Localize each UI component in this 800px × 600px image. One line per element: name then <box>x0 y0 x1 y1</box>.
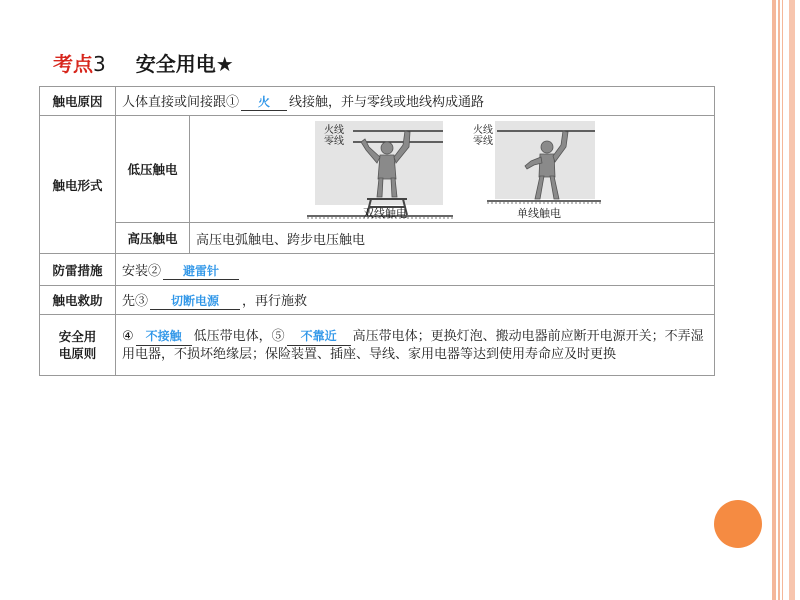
title-kaodian: 考点 <box>53 52 93 76</box>
answer-blank-1: 火 <box>241 93 287 111</box>
row-safety-principles <box>40 315 715 376</box>
row-cause <box>40 87 715 116</box>
safe-rest: 高压带电体；更换灯泡、搬动电器前应断开电源开关；不弄湿用电器，不损坏绝缘层；保险装置、插座、导线、家用电器等达到使用寿命应及时更换 <box>122 328 704 362</box>
right-border-stripe <box>778 0 780 600</box>
neutral-wire-label-right: 零线 <box>473 136 493 147</box>
row-high-voltage <box>40 223 715 254</box>
cause-after: 线接触，并与零线或地线构成通路 <box>289 95 485 110</box>
cause-before: 人体直接或间接跟① <box>122 95 240 110</box>
rescue-before: 先③ <box>122 294 149 309</box>
shock-figure-panel <box>197 117 707 221</box>
label-line-1: 安全用 <box>58 329 97 344</box>
right-border-stripe <box>772 0 776 600</box>
right-border-stripe <box>789 0 795 600</box>
row-lightning <box>40 254 715 286</box>
answer-blank-3: 切断电源 <box>150 292 240 310</box>
sub-label-low: 低压触电 <box>116 116 190 223</box>
row-label: 防雷措施 <box>40 254 116 286</box>
lightning-before: 安装② <box>122 263 162 279</box>
row-label: 触电形式 <box>40 116 116 254</box>
row-low-voltage <box>40 116 715 223</box>
safe-mid: 低压带电体，⑤ <box>193 328 285 344</box>
row-label: 触电原因 <box>40 87 116 116</box>
row-rescue <box>40 286 715 315</box>
live-wire-label-right: 火线 <box>473 125 493 136</box>
title-topic: 安全用电★ <box>135 52 234 76</box>
safe-n4: ④ <box>122 328 134 344</box>
caption-single-line: 单线触电 <box>517 207 561 220</box>
high-voltage-text: 高压电弧触电、跨步电压触电 <box>190 223 715 254</box>
row-content <box>116 87 715 116</box>
title-number: 3 <box>93 52 106 76</box>
row-content <box>116 315 715 376</box>
row-content <box>116 254 715 286</box>
answer-blank-5: 不靠近 <box>287 327 351 346</box>
row-content <box>116 286 715 315</box>
row-label: 触电救助 <box>40 286 116 315</box>
slide-title <box>53 50 234 78</box>
right-border-stripe <box>782 0 783 600</box>
rescue-after: ，再行施救 <box>242 294 308 309</box>
shock-figures <box>190 116 715 223</box>
sub-label-high: 高压触电 <box>116 223 190 254</box>
knowledge-table <box>39 86 715 376</box>
row-label <box>40 315 116 376</box>
neutral-wire-label-left: 零线 <box>324 136 344 147</box>
caption-double-line: 双线触电 <box>363 207 407 220</box>
label-line-2: 电原则 <box>58 346 97 361</box>
answer-blank-2: 避雷针 <box>163 262 239 280</box>
live-wire-label-left: 火线 <box>324 125 344 136</box>
answer-blank-4: 不接触 <box>136 327 192 346</box>
decorative-orange-circle <box>714 500 762 548</box>
shock-illustration <box>197 117 707 221</box>
